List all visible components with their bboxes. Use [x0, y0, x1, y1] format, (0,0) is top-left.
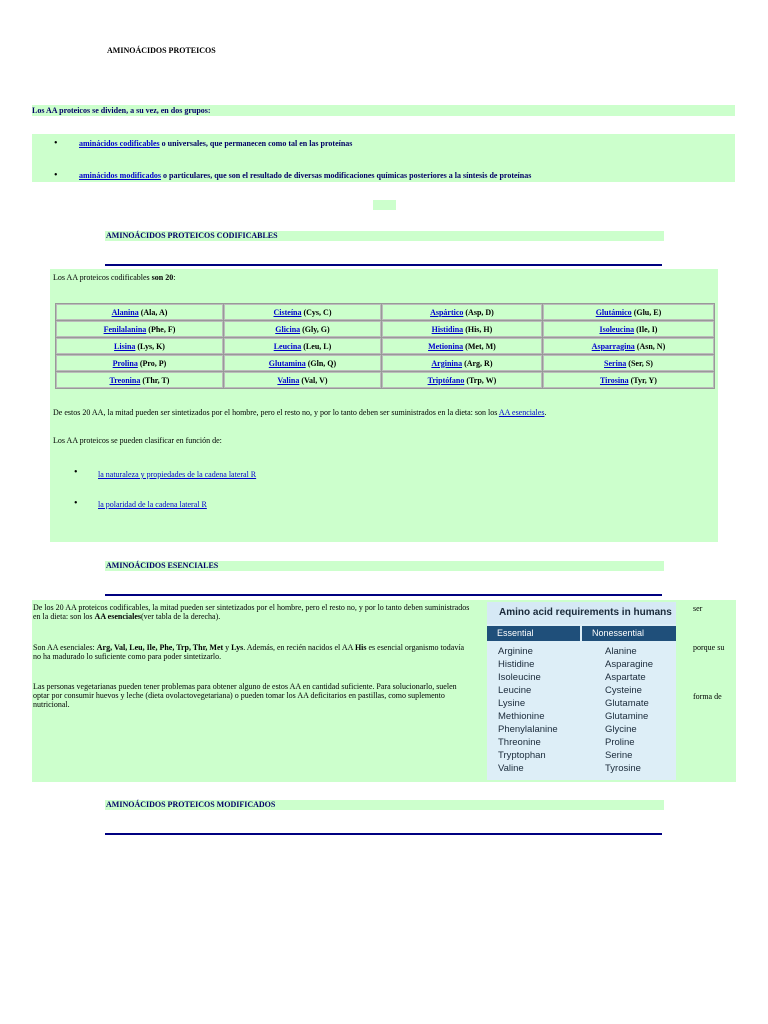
amino-acid-link[interactable]: Glutamina — [268, 358, 306, 368]
amino-acid-code: (Ala, A) — [138, 307, 168, 317]
table-cell — [56, 321, 223, 337]
essential-paragraph: De estos 20 AA, la mitad pueden ser sintetizados por el hombre, pero el resto no, y por lo tanto deben ser suministrados en la dieta: son los AA esenciales. — [53, 408, 547, 417]
essential-item: Valine — [498, 763, 524, 774]
table-row — [56, 372, 714, 388]
amino-acid-link[interactable]: Glutámico — [595, 307, 632, 317]
esenciales-p3: Las personas vegetarianas pueden tener problemas para obtener alguno de estos AA en cantidad suficiente. Para solucionarlo, suelen optar por consumir huevos y leche (dieta ovolactovegetariana) o pueden tomar los AA deficitarios en pastillas, como suplemento nutricional. — [33, 682, 457, 709]
amino-acid-link[interactable]: Fenilalanina — [103, 324, 147, 334]
nonessential-item: Alanine — [605, 646, 637, 657]
nonessential-list — [605, 645, 653, 775]
table-cell — [543, 321, 714, 337]
table-cell — [224, 338, 381, 354]
codificables-intro: Los AA proteicos codificables son 20: — [53, 273, 176, 282]
amino-acid-code: (Cys, C) — [301, 307, 332, 317]
table-cell — [56, 304, 223, 320]
essential-list — [498, 645, 558, 775]
amino-acid-link[interactable]: Triptófano — [427, 375, 465, 385]
nonessential-item: Tyrosine — [605, 763, 641, 774]
amino-acid-link[interactable]: Asparragina — [591, 341, 635, 351]
essential-item: Methionine — [498, 711, 545, 722]
nonessential-item: Cysteine — [605, 685, 642, 696]
group-item: aminácidos modificados o particulares, que son el resultado de diversas modificaciones químicas posteriores a la síntesis de proteínas — [79, 171, 532, 180]
essential-item: Histidine — [498, 659, 535, 670]
amino-acid-code: (Tyr, Y) — [628, 375, 657, 385]
essential-item: Phenylalanine — [498, 724, 558, 735]
amino-acid-code: (Ile, I) — [634, 324, 658, 334]
nonessential-item: Glutamate — [605, 698, 649, 709]
side-word: ser — [693, 604, 703, 613]
amino-acid-code: (Leu, L) — [301, 341, 332, 351]
amino-acid-link[interactable]: Metionina — [428, 341, 464, 351]
table-row — [56, 355, 714, 371]
essential-item: Leucine — [498, 685, 532, 696]
amino-acid-code: (Thr, T) — [140, 375, 170, 385]
table-cell — [382, 355, 542, 371]
modificados-link[interactable]: aminácidos modificados — [79, 171, 162, 180]
table-cell — [382, 372, 542, 388]
esenciales-p1: De los 20 AA proteicos codificables, la mitad pueden ser sintetizados por el hombre, pero el resto no, y por lo tanto deben suministrados en la dieta: son los AA esenciales(ver tabla de la derecha). — [33, 603, 470, 621]
amino-acid-code: (Trp, W) — [464, 375, 497, 385]
amino-acid-link[interactable]: Treonina — [109, 375, 141, 385]
amino-acid-code: (Asn, N) — [634, 341, 666, 351]
page-title: AMINOÁCIDOS PROTEICOS — [107, 46, 216, 55]
amino-acid-code: (His, H) — [463, 324, 493, 334]
amino-acid-link[interactable]: Prolina — [112, 358, 138, 368]
groups-intro: Los AA proteicos se dividen, a su vez, en dos grupos: — [32, 105, 735, 116]
divider — [105, 264, 662, 266]
table-cell — [382, 338, 542, 354]
codificables-link[interactable]: aminácidos codificables — [79, 139, 160, 148]
table-cell — [543, 372, 714, 388]
amino-acid-code: (Asp, D) — [463, 307, 494, 317]
amino-acid-table — [55, 303, 715, 389]
nonessential-item: Aspartate — [605, 672, 646, 683]
amino-acid-link[interactable]: Aspártico — [430, 307, 464, 317]
amino-acid-link[interactable]: Serina — [604, 358, 627, 368]
table-cell — [543, 338, 714, 354]
section-heading-modificados: AMINOÁCIDOS PROTEICOS MODIFICADOS — [105, 800, 664, 810]
table-cell — [224, 355, 381, 371]
table-cell — [382, 321, 542, 337]
essential-item: Lysine — [498, 698, 526, 709]
amino-acid-code: (Gln, Q) — [305, 358, 337, 368]
essential-item: Isoleucine — [498, 672, 541, 683]
amino-acid-requirements-figure — [487, 602, 676, 780]
table-row — [56, 338, 714, 354]
aa-esenciales-link[interactable]: AA esenciales — [498, 408, 545, 417]
table-cell — [543, 355, 714, 371]
divider — [105, 594, 662, 596]
amino-acid-code: (Lys, K) — [135, 341, 165, 351]
amino-acid-code: (Val, V) — [299, 375, 328, 385]
amino-acid-code: (Arg, R) — [462, 358, 493, 368]
table-cell — [56, 355, 223, 371]
table-cell — [224, 372, 381, 388]
amino-acid-link[interactable]: Leucina — [273, 341, 302, 351]
table-cell — [224, 304, 381, 320]
group-item: aminácidos codificables o universales, que permanecen como tal en las proteínas — [79, 139, 353, 148]
nonessential-item: Serine — [605, 750, 633, 761]
amino-acid-code: (Gly, G) — [300, 324, 330, 334]
nonessential-item: Glycine — [605, 724, 637, 735]
amino-acid-code: (Met, M) — [463, 341, 496, 351]
figure-title: Amino acid requirements in humans — [487, 602, 676, 624]
side-word: forma de — [693, 692, 722, 701]
table-row — [56, 304, 714, 320]
table-cell — [56, 338, 223, 354]
nonessential-item: Proline — [605, 737, 635, 748]
amino-acid-link[interactable]: Isoleucina — [599, 324, 635, 334]
amino-acid-link[interactable]: Alanina — [111, 307, 139, 317]
groups-list: • aminácidos codificables o universales, que permanecen como tal en las proteínas • aminácidos modificados o particulares, que son el resultado de diversas modificaciones químicas posteriores a la síntesis de proteínas — [32, 134, 735, 182]
cadena-lateral-link[interactable]: la naturaleza y propiedades de la cadena lateral R — [98, 470, 257, 479]
amino-acid-code: (Phe, F) — [146, 324, 176, 334]
amino-acid-link[interactable]: Histidina — [431, 324, 464, 334]
essential-item: Arginine — [498, 646, 533, 657]
divider — [105, 833, 662, 835]
amino-acid-link[interactable]: Tirosina — [599, 375, 629, 385]
amino-acid-link[interactable]: Valina — [277, 375, 300, 385]
table-row — [56, 321, 714, 337]
polaridad-link[interactable]: la polaridad de la cadena lateral R — [98, 500, 207, 509]
table-cell — [56, 372, 223, 388]
nonessential-item: Asparagine — [605, 659, 654, 670]
amino-acid-link[interactable]: Glicina — [275, 324, 301, 334]
nonessential-header: Nonessential — [582, 626, 676, 641]
amino-acid-link[interactable]: Arginina — [431, 358, 463, 368]
amino-acid-code: (Glu, E) — [631, 307, 662, 317]
side-word: porque su — [693, 643, 725, 652]
section-heading-esenciales: AMINOÁCIDOS ESENCIALES — [105, 561, 664, 571]
amino-acid-link[interactable]: Lisina — [114, 341, 136, 351]
amino-acid-link[interactable]: Cisteína — [273, 307, 302, 317]
amino-acid-code: (Ser, S) — [626, 358, 653, 368]
essential-item: Threonine — [498, 737, 541, 748]
esenciales-p2: Son AA esenciales: Arg, Val, Leu, Ile, Phe, Trp, Thr, Met y Lys. Además, en recién nacidos el AA His es esencial organismo todavía no ha madurado lo suficiente como para poder sintetizarlo. — [33, 643, 465, 661]
codificables-box: Los AA proteicos codificables son 20: Alanina (Ala, A) Cisteína (Cys, C) Aspártico (Asp, D) Glutámico (Glu, E) Fenilalanina (Phe, F) Glicina (Gly, G) Histidina (His, H) Isoleucina (Ile, I) Lisina (Lys, K) Leucina (Leu, L) Metionina (Met, M) Asparragina (Asn, N) Prolina (Pro, P) Glutamina (Gln, Q) Arginina (Arg, R) Serina (Ser, S) Treonina (Thr, T) Valina (Val, V) Triptófano (Trp, W) Tirosina (Tyr, Y) De estos 20 AA, la mitad pueden ser sintetizados por el hombre, pero el resto no, y por lo tanto deben ser suministrados en la dieta: son los AA esenciales. Los AA proteicos se pueden clasificar en función de: • la naturaleza y propiedades de la cadena lateral R • la polaridad de la cadena lateral R — [50, 269, 718, 542]
section-heading-codificables: AMINOÁCIDOS PROTEICOS CODIFICABLES — [105, 231, 664, 241]
nonessential-item: Glutamine — [605, 711, 649, 722]
decorative-block — [373, 200, 396, 210]
classification-paragraph: Los AA proteicos se pueden clasificar en función de: — [53, 436, 222, 445]
essential-header: Essential — [487, 626, 580, 641]
essential-item: Tryptophan — [498, 750, 546, 761]
table-cell — [382, 304, 542, 320]
table-cell — [224, 321, 381, 337]
amino-acid-code: (Pro, P) — [137, 358, 167, 368]
table-cell — [543, 304, 714, 320]
